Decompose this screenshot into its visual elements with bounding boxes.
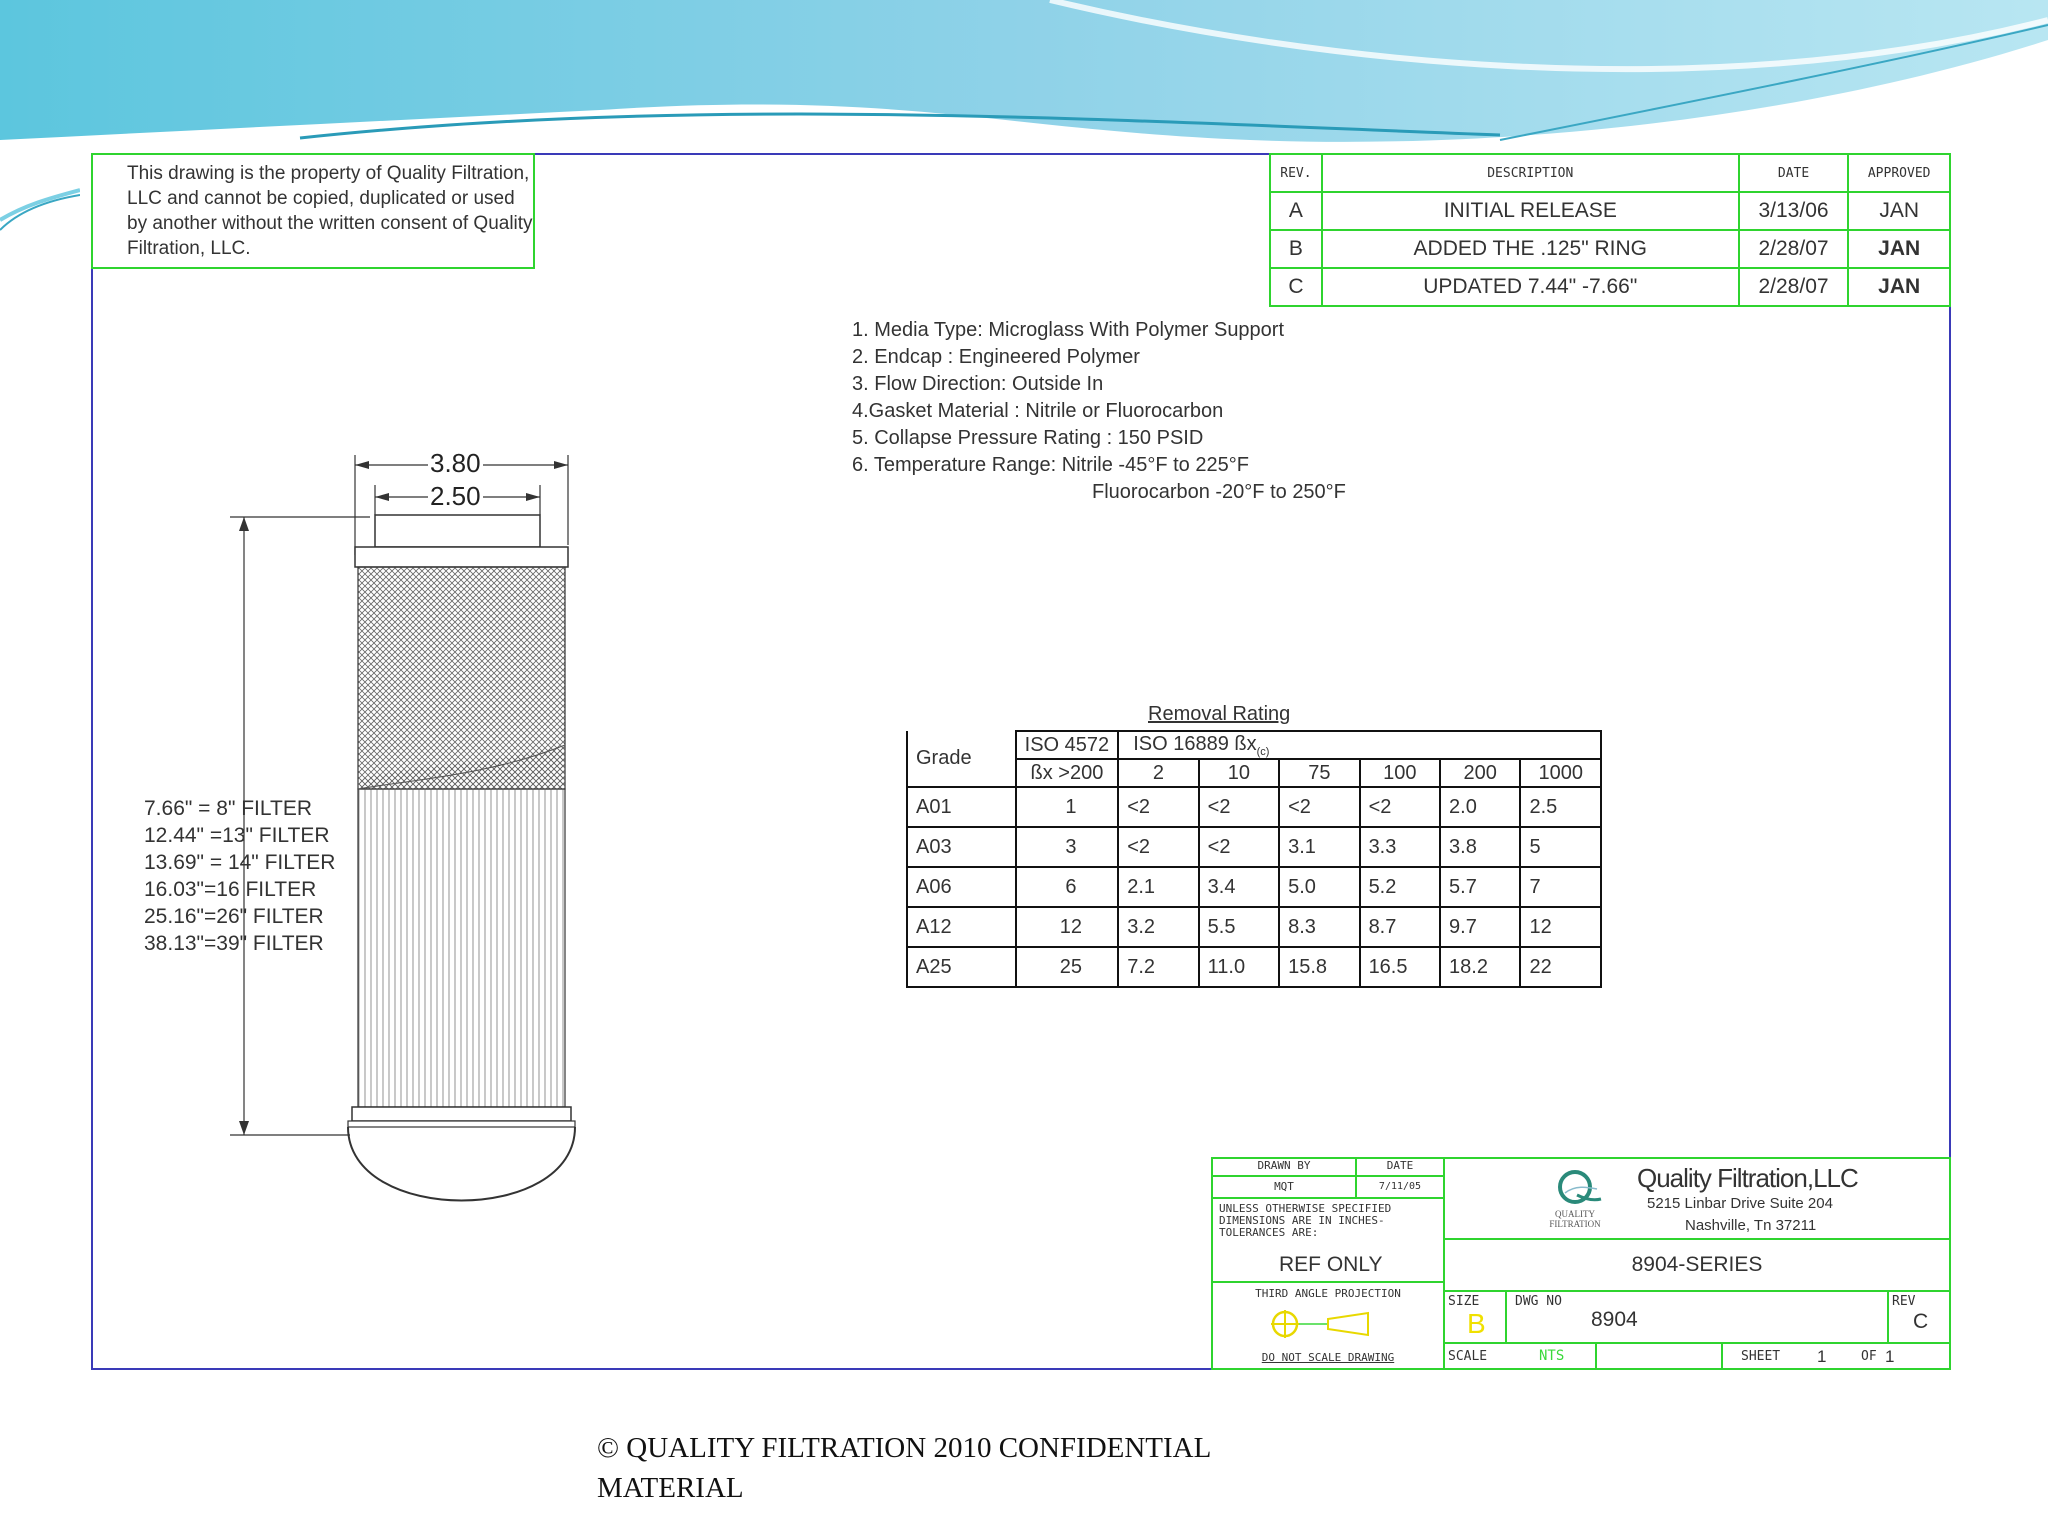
scale-value: NTS [1539,1348,1565,1364]
tolerances-note: UNLESS OTHERWISE SPECIFIED DIMENSIONS ARE IN INCHES- TOLERANCES ARE: [1219,1202,1392,1239]
series-box [1443,1238,1951,1292]
micron-header: 200 [1440,759,1520,787]
rr-row [907,947,1601,987]
iso4572-header: ISO 4572 [1016,731,1119,759]
approved-header: APPROVED [1848,154,1950,192]
date-header: DATE [1739,154,1849,192]
date-value: 7/11/05 [1355,1175,1445,1199]
company-name: Quality Filtration,LLC [1637,1163,1858,1193]
length-item: 16.03"=16 FILTER [144,878,317,901]
of-label: OF [1861,1349,1877,1364]
rr-cell: 8.7 [1360,907,1440,947]
note-line: Fluorocarbon -20°F to 250°F [1092,481,1346,503]
rev-value: C [1913,1310,1929,1333]
title-block [1211,1157,1951,1370]
rr-cell: 11.0 [1199,947,1279,987]
rev-label: REV [1892,1294,1916,1309]
length-item: 13.69" = 14" FILTER [144,851,336,874]
company-box [1443,1157,1951,1240]
property-notice-text: This drawing is the property of Quality Filtration, LLC and cannot be copied, duplicated or used by another without the written consent of Quality Filtration, LLC. [127,163,533,259]
rr-cell: 5 [1520,827,1601,867]
sheet-value: 1 [1817,1347,1827,1366]
note-line: 2. Endcap : Engineered Polymer [852,346,1140,368]
revision-row [1270,268,1950,306]
iso16889-header-text: ISO 16889 ßx [1133,732,1257,755]
rr-cell: 22 [1520,947,1601,987]
length-item: 7.66" = 8" FILTER [144,797,313,820]
rr-cell: A03 [907,827,1016,867]
rr-cell: <2 [1118,787,1198,827]
rr-cell: <2 [1279,787,1359,827]
description-header: DESCRIPTION [1322,154,1739,192]
length-item: 38.13"=39" FILTER [144,932,324,955]
size-label: SIZE [1448,1294,1480,1309]
note-line: 6. Temperature Range: Nitrile -45°F to 225°F [852,454,1249,476]
revision-row [1270,230,1950,268]
dwg-no-value: 8904 [1591,1308,1638,1331]
projection-box [1211,1281,1445,1370]
date-cell: 3/13/06 [1739,192,1849,230]
logo-text-line: QUALITY [1555,1209,1595,1219]
rr-cell: 3 [1016,827,1119,867]
rr-row [907,907,1601,947]
micron-header: 100 [1360,759,1440,787]
rr-cell: 12 [1016,907,1119,947]
rr-cell: 16.5 [1360,947,1440,987]
rr-cell: 1 [1016,787,1119,827]
do-not-scale-text: DO NOT SCALE DRAWING [1261,1351,1395,1364]
revision-table [1269,153,1951,307]
property-notice [91,153,535,269]
rr-cell: A01 [907,787,1016,827]
inner-diameter-label: 2.50 [430,481,481,511]
rr-cell: 5.0 [1279,867,1359,907]
rr-cell: <2 [1199,827,1279,867]
rr-cell: <2 [1118,827,1198,867]
rr-cell: 3.4 [1199,867,1279,907]
ref-only-text: REF ONLY [1279,1253,1383,1276]
description-cell: UPDATED 7.44" -7.66" [1322,268,1739,306]
rr-cell: 3.2 [1118,907,1198,947]
revision-row [1270,192,1950,230]
dwg-no-label: DWG NO [1515,1294,1562,1309]
rr-cell: 18.2 [1440,947,1520,987]
grade-header: Grade [907,731,1016,787]
iso16889-header [1118,731,1601,759]
left-wave-decoration [0,150,80,240]
rr-cell: A06 [907,867,1016,907]
note-line: 5. Collapse Pressure Rating : 150 PSID [852,427,1204,449]
rev-cell: B [1270,230,1322,268]
series-text: 8904-SERIES [1631,1253,1763,1276]
rr-cell: <2 [1360,787,1440,827]
company-address-line2: Nashville, Tn 37211 [1685,1217,1817,1234]
dwg-no-box [1505,1290,1889,1344]
note-line: 3. Flow Direction: Outside In [852,373,1104,395]
description-cell: ADDED THE .125" RING [1322,230,1739,268]
outer-diameter-label: 3.80 [430,448,481,478]
micron-header: 2 [1118,759,1198,787]
rev-box [1887,1290,1951,1344]
approved-cell: JAN [1848,192,1950,230]
size-box [1443,1290,1507,1344]
rr-cell: 6 [1016,867,1119,907]
iso4572-subheader: ßx >200 [1016,759,1119,787]
scale-box [1443,1342,1597,1370]
logo-text-line: FILTRATION [1549,1219,1601,1229]
iso16889-header-sub: (c) [1256,745,1270,758]
rr-cell: 2.5 [1520,787,1601,827]
rr-cell: 5.2 [1360,867,1440,907]
rr-cell: 5.7 [1440,867,1520,907]
micron-header: 1000 [1520,759,1601,787]
sheet-box [1721,1342,1951,1370]
rr-cell: A12 [907,907,1016,947]
rr-row [907,827,1601,867]
rr-cell: 15.8 [1279,947,1359,987]
of-value: 1 [1885,1347,1895,1366]
rr-row [907,867,1601,907]
rev-header: REV. [1270,154,1322,192]
rr-cell: 2.1 [1118,867,1198,907]
rr-cell: 5.5 [1199,907,1279,947]
rr-header-row [907,731,1601,759]
sheet-label: SHEET [1741,1349,1781,1364]
rr-cell: 7.2 [1118,947,1198,987]
rev-cell: A [1270,192,1322,230]
rr-cell: 7 [1520,867,1601,907]
rr-row [907,787,1601,827]
approved-cell: JAN [1848,268,1950,306]
description-cell: INITIAL RELEASE [1322,192,1739,230]
company-logo-text [1537,1209,1613,1229]
scale-label: SCALE [1448,1349,1488,1364]
removal-rating-table [906,730,1602,988]
rr-cell: 3.8 [1440,827,1520,867]
company-address-line1: 5215 Linbar Drive Suite 204 [1647,1195,1833,1212]
company-logo-icon [1545,1165,1605,1209]
projection-symbol-icon [1268,1307,1388,1341]
note-line: 4.Gasket Material : Nitrile or Fluorocarbon [852,400,1224,422]
micron-header: 75 [1279,759,1359,787]
rr-cell: A25 [907,947,1016,987]
rr-cell: 9.7 [1440,907,1520,947]
date-cell: 2/28/07 [1739,268,1849,306]
size-value: B [1467,1308,1486,1339]
rr-cell: 3.1 [1279,827,1359,867]
rr-cell: <2 [1199,787,1279,827]
rr-cell: 2.0 [1440,787,1520,827]
approved-cell: JAN [1848,230,1950,268]
rev-cell: C [1270,268,1322,306]
confidential-footer: © QUALITY FILTRATION 2010 CONFIDENTIAL MATERIAL [597,1432,1211,1504]
drawn-by-label: DRAWN BY [1211,1157,1357,1177]
rr-cell: 3.3 [1360,827,1440,867]
note-line: 1. Media Type: Microglass With Polymer Support [852,319,1285,341]
filter-length-list [144,795,335,957]
date-label: DATE [1355,1157,1445,1177]
rr-cell: 12 [1520,907,1601,947]
rr-cell: 25 [1016,947,1119,987]
length-item: 25.16"=26" FILTER [144,905,324,928]
date-cell: 2/28/07 [1739,230,1849,268]
revision-table-header [1270,154,1950,192]
projection-text: THIRD ANGLE PROJECTION [1255,1287,1401,1300]
drawn-by-value: MQT [1211,1175,1357,1199]
micron-header: 10 [1199,759,1279,787]
removal-rating-title: Removal Rating [1148,703,1291,725]
header-wave-decoration [0,0,2048,150]
blank-box [1595,1342,1723,1370]
rr-cell: 8.3 [1279,907,1359,947]
length-item: 12.44" =13" FILTER [144,824,330,847]
tolerances-box [1211,1197,1445,1283]
spec-notes [852,317,1346,506]
